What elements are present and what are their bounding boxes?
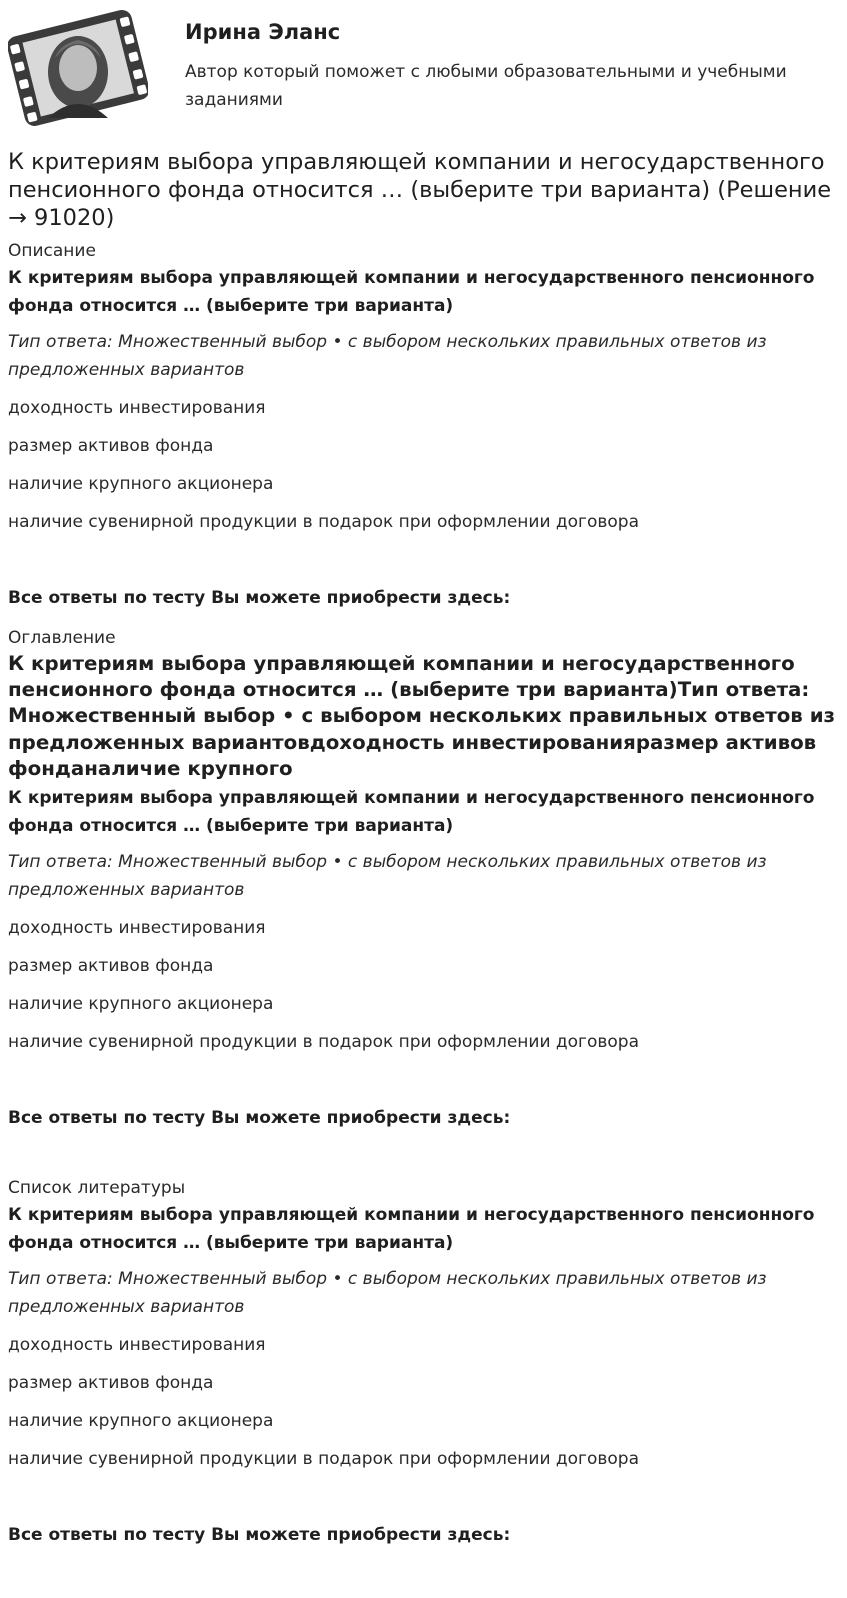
question-title: К критериям выбора управляющей компании и негосударственного пенсионного фонда относится … (выберите три варианта) <box>8 268 815 316</box>
question-title: К критериям выбора управляющей компании и негосударственного пенсионного фонда относится … (выберите три варианта) <box>8 1205 815 1253</box>
toc-heading: К критериям выбора управляющей компании и негосударственного пенсионного фонда относится … (выберите три варианта)Тип ответа: Множественный выбор • с выбором нескольких правильных ответов из предложенных вариантовдоходность инвестированияразмер активов фонданаличие крупного <box>8 652 836 780</box>
author-avatar[interactable] <box>8 8 148 126</box>
answer-option: наличие сувенирной продукции в подарок при оформлении договора <box>8 1032 640 1053</box>
answer-option: доходность инвестирования <box>8 918 266 939</box>
answer-type: Тип ответа: Множественный выбор • с выбором нескольких правильных ответов из предложенных вариантов <box>8 852 767 901</box>
answer-option: размер активов фонда <box>8 1373 214 1393</box>
author-name[interactable]: Ирина Эланс <box>185 20 341 44</box>
section-label: Список литературы <box>8 1178 186 1198</box>
answer-option: доходность инвестирования <box>8 398 266 418</box>
answer-type: Тип ответа: Множественный выбор • с выбором нескольких правильных ответов из предложенных вариантов <box>8 332 767 380</box>
answer-option: наличие крупного акционера <box>8 474 274 494</box>
buy-answers-note: Все ответы по тесту Вы можете приобрести здесь: <box>8 588 511 608</box>
toc-section <box>8 627 839 1132</box>
answer-type: Тип ответа: Множественный выбор • с выбором нескольких правильных ответов из предложенных вариантов <box>8 1269 767 1317</box>
answer-option: наличие крупного акционера <box>8 994 274 1015</box>
description-section <box>8 240 839 612</box>
answer-option: доходность инвестирования <box>8 1335 266 1355</box>
answer-option: размер активов фонда <box>8 436 214 456</box>
answer-option: наличие крупного акционера <box>8 1411 274 1431</box>
section-label: Оглавление <box>8 628 116 648</box>
author-block <box>8 8 839 126</box>
literature-section <box>8 1177 839 1549</box>
question-title: К критериям выбора управляющей компании и негосударственного пенсионного фонда относится … (выберите три варианта) <box>8 788 815 837</box>
answer-option: наличие сувенирной продукции в подарок при оформлении договора <box>8 1449 640 1469</box>
answer-option: размер активов фонда <box>8 956 214 977</box>
buy-answers-note: Все ответы по тесту Вы можете приобрести здесь: <box>8 1525 511 1545</box>
section-label: Описание <box>8 241 96 261</box>
answer-option: наличие сувенирной продукции в подарок при оформлении договора <box>8 512 640 532</box>
page-title: К критериям выбора управляющей компании и негосударственного пенсионного фонда относится … (выберите три варианта) (Решение → 91020) <box>8 149 832 231</box>
buy-answers-note: Все ответы по тесту Вы можете приобрести здесь: <box>8 1108 511 1129</box>
author-description: Автор который поможет с любыми образовательными и учебными заданиями <box>185 62 787 110</box>
